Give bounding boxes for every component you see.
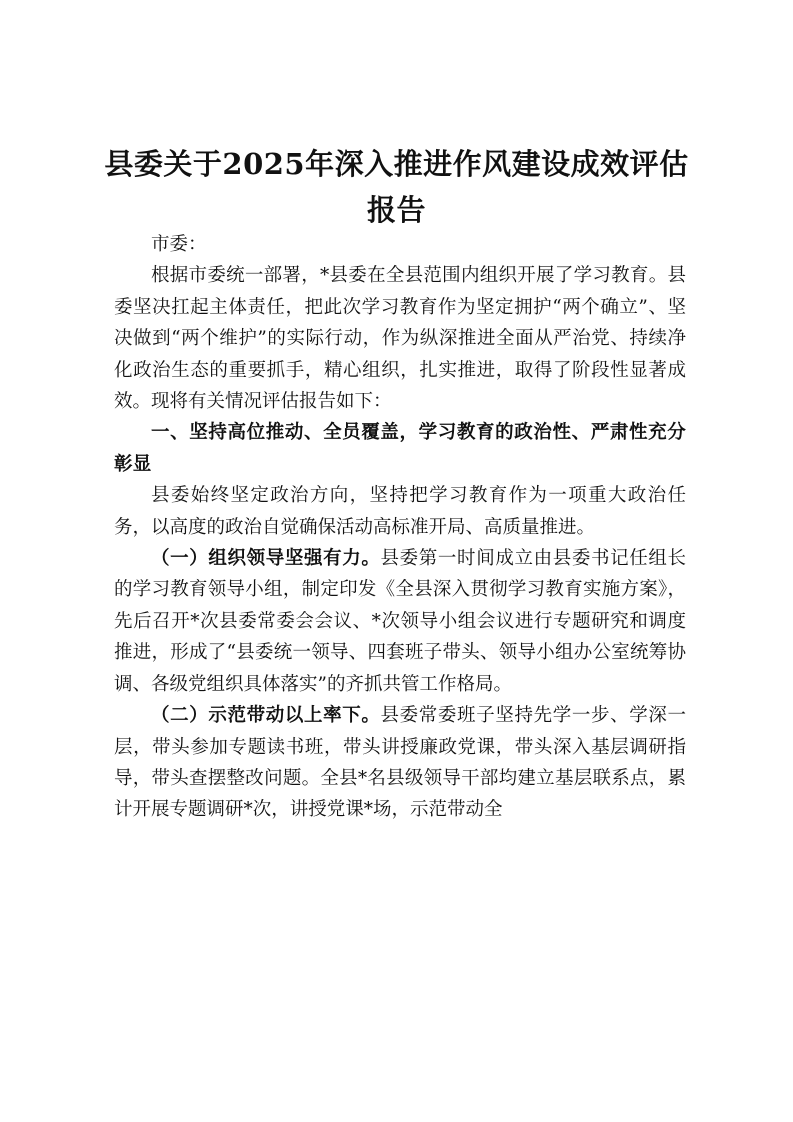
document-title: 县委关于2025年深入推进作风建设成效评估报告	[104, 147, 689, 227]
salutation: 市委：	[151, 234, 207, 255]
item-1-paragraph	[114, 543, 686, 700]
intro-paragraph: 根据市委统一部署，*县委在全县范围内组织开展了学习教育。县委坚决扛起主体责任，把此次学习教育作为坚定拥护“两个确立”、坚决做到“两个维护”的实际行动，作为纵深推进全面从严治党、持续净化政治生态的重要抓手，精心组织，扎实推进，取得了阶段性显著成效。现将有关情况评估报告如下：	[114, 265, 686, 413]
item-1-body: 县委第一时间成立由县委书记任组长的学习教育领导小组，制定印发《全县深入贯彻学习教育实施方案》，先后召开*次县委常委会会议、*次领导小组会议进行专题研究和调度推进，形成了“县委统一领导、四套班子带头、领导小组办公室统筹协调、各级党组织具体落实”的齐抓共管工作格局。	[114, 548, 686, 695]
section-heading-1: 一、坚持高位推动、全员覆盖，学习教育的政治性、严肃性充分彰显	[114, 422, 686, 475]
item-1-lead: （一）组织领导坚强有力。	[151, 548, 381, 570]
document-body	[114, 229, 686, 826]
item-2-lead: （二）示范带动以上率下。	[151, 705, 381, 727]
item-2-body: 县委常委班子坚持先学一步、学深一层，带头参加专题读书班，带头讲授廉政党课，带头深入基层调研指导，带头查摆整改问题。全县*名县级领导干部均建立基层联系点，累计开展专题调研*次，讲授党课*场，示范带动全	[114, 705, 686, 821]
section-1-paragraph: 县委始终坚定政治方向，坚持把学习教育作为一项重大政治任务，以高度的政治自觉确保活动高标准开局、高质量推进。	[114, 485, 686, 538]
item-2-paragraph	[114, 700, 686, 826]
